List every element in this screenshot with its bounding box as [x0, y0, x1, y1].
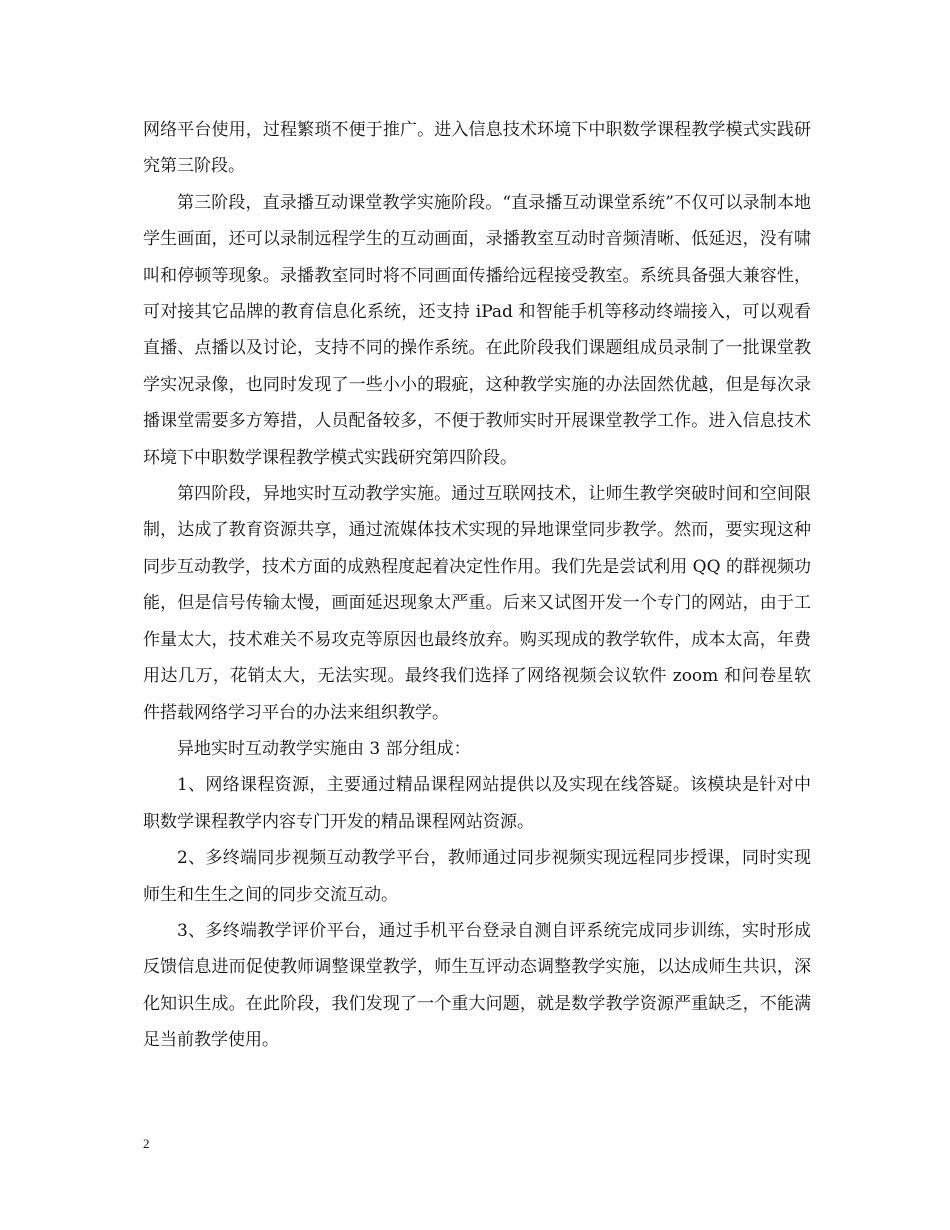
document-body: [143, 112, 811, 1059]
page-number: 2: [143, 1136, 150, 1151]
list-item-course-resources: 1、网络课程资源，主要通过精品课程网站提供以及实现在线答疑。该模块是针对中职数学课程教学内容专门开发的精品课程网站资源。: [143, 775, 811, 832]
list-item-video-platform: 2、多终端同步视频互动教学平台，教师通过同步视频实现远程同步授课，同时实现师生和生生之间的同步交流互动。: [143, 848, 811, 905]
paragraph-stage-three: 第三阶段，直录播互动课堂教学实施阶段。“直录播互动课堂系统”不仅可以录制本地学生画面，还可以录制远程学生的互动画面，录播教室互动时音频清晰、低延迟，没有啸叫和停顿等现象。录播教室同时将不同画面传播给远程接受教室。系统具备强大兼容性，可对接其它品牌的教育信息化系统，还支持 iPad 和智能手机等移动终端接入，可以观看直播、点播以及讨论，支持不同的操作系统。在此阶段我们课题组成员录制了一批课堂教学实况录像，也同时发现了一些小小的瑕疵，这种教学实施的办法固然优越，但是每次录播课堂需要多方筹措，人员配备较多，不便于教师实时开展课堂教学工作。进入信息技术环境下中职数学课程教学模式实践研究第四阶段。: [143, 192, 811, 468]
paragraph-continuation: 网络平台使用，过程繁琐不便于推广。进入信息技术环境下中职数学课程教学模式实践研究第三阶段。: [143, 120, 811, 177]
list-item-evaluation-platform: 3、多终端教学评价平台，通过手机平台登录自测自评系统完成同步训练，实时形成反馈信息进而促使教师调整课堂教学，师生互评动态调整教学实施，以达成师生共识，深化知识生成。在此阶段，我们发现了一个重大问题，就是数学教学资源严重缺乏，不能满足当前教学使用。: [143, 920, 811, 1051]
paragraph-stage-four: 第四阶段，异地实时互动教学实施。通过互联网技术，让师生教学突破时间和空间限制，达成了教育资源共享，通过流媒体技术实现的异地课堂同步教学。然而，要实现这种同步互动教学，技术方面的成熟程度起着决定性作用。我们先是尝试利用 QQ 的群视频功能，但是信号传输太慢，画面延迟现象太严重。后来又试图开发一个专门的网站，由于工作量太大，技术难关不易攻克等原因也最终放弃。购买现成的教学软件，成本太高，年费用达几万，花销太大，无法实现。最终我们选择了网络视频会议软件 zoom 和问卷星软件搭载网络学习平台的办法来组织教学。: [143, 484, 811, 723]
paragraph-components-intro: 异地实时互动教学实施由 3 部分组成：: [177, 738, 471, 759]
